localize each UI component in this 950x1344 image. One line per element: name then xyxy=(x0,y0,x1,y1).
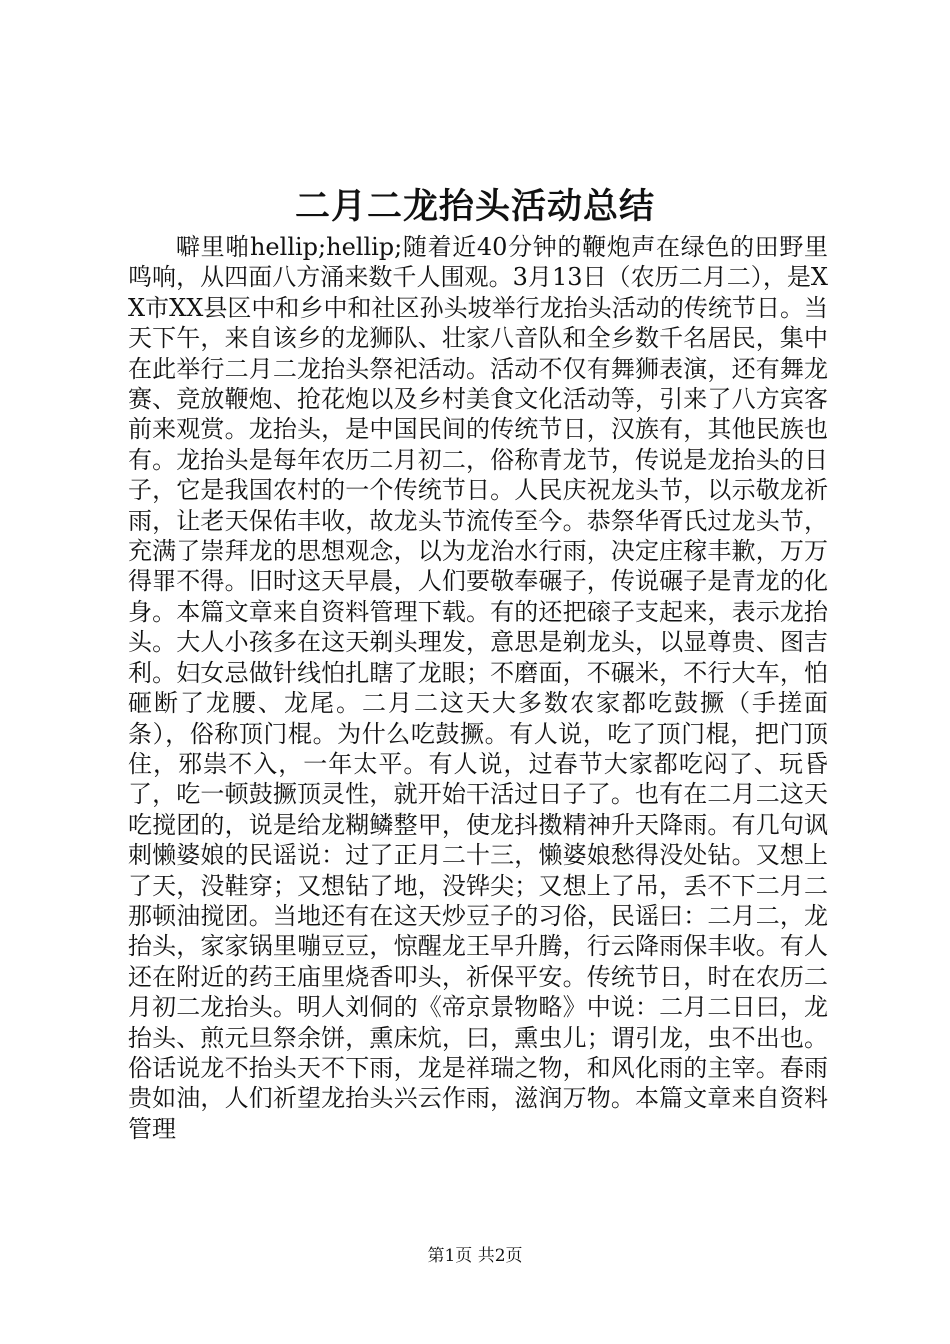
page-number-footer: 第1页 共2页 xyxy=(427,1246,523,1266)
document-title: 二月二龙抬头活动总结 xyxy=(294,186,655,227)
document-body-paragraph: 噼里啪hellip;hellip;随着近40分钟的鞭炮声在绿色的田野里鸣响，从四面八方涌来数千人围观。3月13日（农历二月二），是XX市XX县区中和乡中和社区孙头坡举行龙抬头活动的传统节日。当天下午，来自该乡的龙狮队、壮家八音队和全乡数千名居民，集中在此举行二月二龙抬头祭祀活动。活动不仅有舞狮表演，还有舞龙赛、竞放鞭炮、抢花炮以及乡村美食文化活动等，引来了八方宾客前来观赏。龙抬头，是中国民间的传统节日，汉族有，其他民族也有。龙抬头是每年农历二月初二，俗称青龙节，传说是龙抬头的日子，它是我国农村的一个传统节日。人民庆祝龙头节，以示敬龙祈雨，让老天保佑丰收，故龙头节流传至今。恭祭华胥氏过龙头节，充满了崇拜龙的思想观念，以为龙治水行雨，决定庄稼丰歉，万万得罪不得。旧时这天早晨，人们要敬奉碾子，传说碾子是青龙的化身。本篇文章来自资料管理下载。有的还把磙子支起来，表示龙抬头。大人小孩多在这天剃头理发，意思是剃龙头，以显尊贵、图吉利。妇女忌做针线怕扎瞎了龙眼；不磨面，不碾米，不行大车，怕砸断了龙腰、龙尾。二月二这天大多数农家都吃鼓撅（手搓面条），俗称顶门棍。为什么吃鼓撅。有人说，吃了顶门棍，把门顶住，邪祟不入，一年太平。有人说，过春节大家都吃闷了、玩昏了，吃一顿鼓撅顶灵性，就开始干活过日子了。也有在二月二这天吃搅团的，说是给龙糊鳞整甲，使龙抖擞精神升天降雨。有几句讽刺懒婆娘的民谣说：过了正月二十三，懒婆娘愁得没处钻。又想上了天，没鞋穿；又想钻了地，没铧尖；又想上了吊，丢不下二月二那顿油搅团。当地还有在这天炒豆子的习俗，民谣曰：二月二，龙抬头，家家锅里嘣豆豆，惊醒龙王早升腾，行云降雨保丰收。有人还在附近的药王庙里烧香叩头，祈保平安。传统节日，时在农历二月初二龙抬头。明人刘侗的《帝京景物略》中说：二月二日曰，龙抬头、煎元旦祭余饼，熏床炕，曰，熏虫儿；谓引龙，虫不出也。俗话说龙不抬头天不下雨，龙是祥瑞之物，和风化雨的主宰。春雨贵如油，人们祈望龙抬头兴云作雨，滋润万物。本篇文章来自资料管理 xyxy=(128,233,828,1143)
